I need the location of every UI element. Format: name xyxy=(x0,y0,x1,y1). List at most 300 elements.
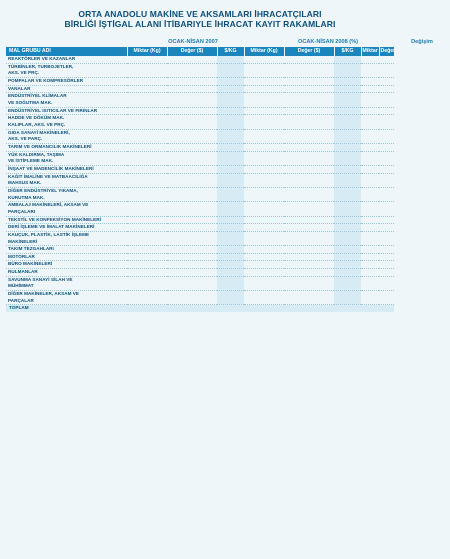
row-value xyxy=(244,107,284,115)
row-value-continuation xyxy=(244,70,284,77)
table-body xyxy=(6,56,394,312)
row-label: İNŞAAT VE MADENCİLİK MAKİNELERİ xyxy=(6,165,127,173)
row-value xyxy=(167,269,217,277)
total-value xyxy=(167,305,217,312)
row-value xyxy=(284,231,334,238)
row-value xyxy=(379,56,394,63)
row-value xyxy=(379,143,394,151)
row-value xyxy=(127,246,167,254)
row-value xyxy=(127,261,167,269)
row-value xyxy=(334,129,361,136)
row-label: MAKİNELERİ xyxy=(6,239,127,246)
table-row xyxy=(6,261,394,269)
row-value xyxy=(284,78,334,86)
row-value-continuation xyxy=(361,136,379,143)
row-value xyxy=(244,202,284,209)
report-title-line-1: ORTA ANADOLU MAKİNE VE AKSAMLARI İHRACATÇILARI xyxy=(78,9,322,19)
row-value-continuation xyxy=(167,298,217,305)
row-value xyxy=(361,85,379,93)
total-label: TOPLAM xyxy=(6,305,127,312)
row-value xyxy=(334,261,361,269)
row-value-continuation xyxy=(217,158,244,165)
row-value xyxy=(217,85,244,93)
row-label: MAHSUS MAK. xyxy=(6,180,127,187)
table-row xyxy=(6,276,394,283)
row-value xyxy=(284,276,334,283)
row-value xyxy=(379,85,394,93)
row-value-continuation xyxy=(361,70,379,77)
row-value-continuation xyxy=(167,122,217,129)
row-value xyxy=(284,187,334,194)
total-value xyxy=(361,305,379,312)
row-value-continuation xyxy=(217,298,244,305)
row-value-continuation xyxy=(334,298,361,305)
row-value xyxy=(284,173,334,180)
row-label: YÜK KALDIRMA, TAŞIMA xyxy=(8,151,65,157)
row-label: MOTORLAR xyxy=(6,253,127,261)
row-value xyxy=(167,143,217,151)
table-row xyxy=(6,70,394,77)
row-value xyxy=(244,216,284,224)
row-value xyxy=(379,78,394,86)
row-value-continuation xyxy=(217,283,244,290)
row-value xyxy=(361,253,379,261)
row-label: VANALAR xyxy=(6,85,127,93)
row-value-continuation xyxy=(361,283,379,290)
row-value xyxy=(217,93,244,100)
row-value xyxy=(244,93,284,100)
table-row xyxy=(6,136,394,143)
row-value-continuation xyxy=(244,298,284,305)
row-value-continuation xyxy=(284,195,334,202)
row-value xyxy=(244,253,284,261)
row-value-continuation xyxy=(127,283,167,290)
row-value-continuation xyxy=(217,70,244,77)
row-value-continuation xyxy=(361,158,379,165)
row-label: KALIPLAR, AKS. VE PRÇ. xyxy=(6,122,127,129)
row-value xyxy=(361,231,379,238)
row-value xyxy=(167,202,217,209)
change-header: Değişim xyxy=(411,39,433,45)
row-value xyxy=(379,151,394,158)
row-value xyxy=(334,216,361,224)
row-value-continuation xyxy=(217,136,244,143)
row-value-continuation xyxy=(127,195,167,202)
row-value-continuation xyxy=(167,100,217,107)
row-value xyxy=(334,143,361,151)
row-value-continuation xyxy=(167,158,217,165)
col-header-value-2007: Değer ($) xyxy=(167,47,217,56)
row-value-continuation xyxy=(127,136,167,143)
row-value-continuation xyxy=(361,180,379,187)
row-value xyxy=(284,165,334,173)
row-value xyxy=(284,290,334,297)
row-value xyxy=(127,202,167,209)
table-row xyxy=(6,202,394,209)
row-value-continuation xyxy=(127,70,167,77)
row-value xyxy=(334,246,361,254)
row-value xyxy=(217,129,244,136)
row-value-continuation xyxy=(334,283,361,290)
row-value xyxy=(127,165,167,173)
row-value xyxy=(217,276,244,283)
row-value xyxy=(361,269,379,277)
row-value-continuation xyxy=(284,122,334,129)
row-value xyxy=(127,224,167,232)
row-value-continuation xyxy=(217,209,244,216)
row-value-continuation xyxy=(167,209,217,216)
row-value xyxy=(217,165,244,173)
row-value xyxy=(361,290,379,297)
row-value xyxy=(361,56,379,63)
row-value-continuation xyxy=(379,298,394,305)
row-value xyxy=(379,115,394,122)
row-value xyxy=(361,202,379,209)
row-value xyxy=(361,143,379,151)
row-value xyxy=(361,261,379,269)
row-value xyxy=(334,85,361,93)
row-value-continuation xyxy=(361,122,379,129)
row-value-continuation xyxy=(379,70,394,77)
row-value xyxy=(127,187,167,194)
row-value xyxy=(127,143,167,151)
row-label: KAĞIT İMALİNE VE MATBAACILIĞA xyxy=(8,173,88,179)
row-label: TÜRBİNLER, TURBOJETLER, xyxy=(8,63,74,69)
row-value-continuation xyxy=(334,158,361,165)
row-value xyxy=(244,165,284,173)
row-value xyxy=(334,173,361,180)
row-value xyxy=(167,107,217,115)
row-value-continuation xyxy=(167,195,217,202)
row-value xyxy=(217,253,244,261)
row-value xyxy=(127,253,167,261)
row-label: PARÇALAR xyxy=(6,298,127,305)
row-value xyxy=(127,56,167,63)
row-value xyxy=(127,231,167,238)
row-value xyxy=(244,56,284,63)
row-value xyxy=(334,93,361,100)
row-label: KURUTMA MAK. xyxy=(6,195,127,202)
row-value-continuation xyxy=(379,158,394,165)
row-value xyxy=(284,63,334,70)
row-value-continuation xyxy=(379,100,394,107)
row-value-continuation xyxy=(244,100,284,107)
row-value xyxy=(217,143,244,151)
table-row xyxy=(6,93,394,100)
row-value xyxy=(167,261,217,269)
row-value-continuation xyxy=(244,209,284,216)
row-value xyxy=(217,173,244,180)
row-value-continuation xyxy=(334,209,361,216)
row-value xyxy=(334,202,361,209)
row-value xyxy=(361,107,379,115)
row-value xyxy=(379,276,394,283)
table-row xyxy=(6,187,394,194)
period-2008-header: OCAK-NİSAN 2008 (%) xyxy=(298,39,358,45)
row-value xyxy=(127,129,167,136)
row-value xyxy=(167,231,217,238)
row-value-continuation xyxy=(284,158,334,165)
row-value-continuation xyxy=(127,180,167,187)
table-row xyxy=(6,63,394,70)
row-value xyxy=(361,276,379,283)
row-value xyxy=(127,115,167,122)
row-value xyxy=(334,187,361,194)
row-value xyxy=(127,290,167,297)
row-value-continuation xyxy=(284,136,334,143)
row-value-continuation xyxy=(127,209,167,216)
row-value-continuation xyxy=(217,239,244,246)
row-value xyxy=(379,261,394,269)
row-label: ENDÜSTRİYEL ISITICILAR VE FIRINLAR xyxy=(6,107,127,115)
row-value xyxy=(167,78,217,86)
col-header-qty-2007: Miktar (Kg) xyxy=(127,47,167,56)
row-label: DİĞER MAKİNELER, AKSAM VE xyxy=(8,290,80,296)
row-label: POMPALAR VE KOMPRESÖRLER xyxy=(6,78,127,86)
row-value-continuation xyxy=(361,298,379,305)
row-value-continuation xyxy=(244,283,284,290)
row-value xyxy=(127,173,167,180)
row-label: DİĞER ENDÜSTRİYEL YIKAMA, xyxy=(8,187,78,193)
table-row xyxy=(6,107,394,115)
table-row xyxy=(6,216,394,224)
col-header-change-qty: Miktar xyxy=(362,48,378,54)
row-value-continuation xyxy=(334,180,361,187)
row-value xyxy=(217,231,244,238)
row-value xyxy=(217,246,244,254)
row-value xyxy=(284,253,334,261)
col-header-change-value: Değer xyxy=(380,48,396,54)
row-value xyxy=(334,269,361,277)
row-value xyxy=(167,115,217,122)
row-value xyxy=(127,63,167,70)
row-value xyxy=(284,246,334,254)
table-row xyxy=(6,290,394,297)
row-value xyxy=(334,224,361,232)
row-label: AMBALAJ MAKİNELERİ, AKSAM VE xyxy=(8,202,89,208)
row-value xyxy=(167,85,217,93)
row-value xyxy=(334,151,361,158)
row-value xyxy=(217,261,244,269)
row-label: SAVUNMA SANAYİ SİLAH VE xyxy=(8,276,73,282)
row-value xyxy=(244,151,284,158)
total-value xyxy=(334,305,361,312)
table-row xyxy=(6,231,394,238)
row-value-continuation xyxy=(379,239,394,246)
row-value xyxy=(217,202,244,209)
row-value xyxy=(284,85,334,93)
row-value xyxy=(361,93,379,100)
row-value-continuation xyxy=(379,283,394,290)
table-row xyxy=(6,298,394,305)
row-value-continuation xyxy=(284,239,334,246)
row-value xyxy=(127,216,167,224)
row-value-continuation xyxy=(244,158,284,165)
row-value-continuation xyxy=(167,180,217,187)
row-value xyxy=(244,246,284,254)
row-value xyxy=(284,143,334,151)
table-row xyxy=(6,56,394,63)
row-value xyxy=(217,151,244,158)
row-value xyxy=(244,261,284,269)
table-row xyxy=(6,173,394,180)
row-value-continuation xyxy=(334,100,361,107)
row-value xyxy=(284,202,334,209)
row-value-continuation xyxy=(127,298,167,305)
row-value xyxy=(244,78,284,86)
total-value xyxy=(244,305,284,312)
row-value xyxy=(379,63,394,70)
table-row xyxy=(6,129,394,136)
table-row xyxy=(6,143,394,151)
row-value-continuation xyxy=(127,122,167,129)
table-row xyxy=(6,253,394,261)
report-title xyxy=(6,6,394,36)
row-value xyxy=(379,173,394,180)
row-value-continuation xyxy=(167,283,217,290)
row-value xyxy=(167,173,217,180)
row-value xyxy=(244,63,284,70)
row-value xyxy=(361,224,379,232)
row-value xyxy=(244,129,284,136)
row-value xyxy=(217,78,244,86)
row-value xyxy=(244,269,284,277)
row-value-continuation xyxy=(379,122,394,129)
total-value xyxy=(127,305,167,312)
row-value xyxy=(334,56,361,63)
row-value-continuation xyxy=(334,239,361,246)
row-value xyxy=(167,253,217,261)
row-value xyxy=(334,63,361,70)
row-value-continuation xyxy=(284,283,334,290)
row-label: DERİ İŞLEME VE İMALAT MAKİNELERİ xyxy=(6,224,127,232)
row-value xyxy=(244,276,284,283)
row-value xyxy=(334,253,361,261)
row-value xyxy=(167,151,217,158)
table-row xyxy=(6,195,394,202)
row-value xyxy=(284,151,334,158)
row-value-continuation xyxy=(379,136,394,143)
row-value-continuation xyxy=(361,209,379,216)
table-row xyxy=(6,180,394,187)
row-value xyxy=(167,56,217,63)
row-value xyxy=(217,107,244,115)
row-label: TAKIM TEZGAHLARI xyxy=(6,246,127,254)
row-value xyxy=(167,187,217,194)
col-header-perkg-2007: $/KG xyxy=(217,47,244,56)
row-value xyxy=(244,231,284,238)
row-value-continuation xyxy=(217,122,244,129)
row-value xyxy=(127,269,167,277)
row-label: MÜHİMMAT xyxy=(6,283,127,290)
row-value-continuation xyxy=(244,136,284,143)
row-value xyxy=(217,224,244,232)
row-label: PARÇALARI xyxy=(6,209,127,216)
row-value xyxy=(244,187,284,194)
row-value-continuation xyxy=(334,195,361,202)
row-value xyxy=(244,290,284,297)
table-row xyxy=(6,151,394,158)
row-value xyxy=(284,56,334,63)
table-row xyxy=(6,158,394,165)
row-value-continuation xyxy=(217,100,244,107)
row-value-continuation xyxy=(284,298,334,305)
row-value xyxy=(284,269,334,277)
row-value xyxy=(167,216,217,224)
row-value xyxy=(217,216,244,224)
total-value xyxy=(217,305,244,312)
col-header-value-2008: Değer ($) xyxy=(284,47,334,56)
row-value xyxy=(361,165,379,173)
row-value xyxy=(127,276,167,283)
row-value xyxy=(244,115,284,122)
table-row xyxy=(6,224,394,232)
row-value xyxy=(379,107,394,115)
row-value-continuation xyxy=(284,209,334,216)
table-row xyxy=(6,209,394,216)
row-value xyxy=(334,107,361,115)
row-value xyxy=(284,93,334,100)
row-label: AKS. VE PARÇ. xyxy=(6,136,127,143)
row-value-continuation xyxy=(361,100,379,107)
row-value xyxy=(284,224,334,232)
row-value-continuation xyxy=(284,180,334,187)
row-value xyxy=(284,107,334,115)
row-value xyxy=(361,129,379,136)
row-label: HADDE VE DÖKÜM MAK. xyxy=(8,115,65,121)
row-value-continuation xyxy=(334,70,361,77)
row-value xyxy=(334,276,361,283)
row-value xyxy=(334,231,361,238)
row-value xyxy=(284,115,334,122)
row-value xyxy=(167,290,217,297)
table-row xyxy=(6,269,394,277)
report-title-line-2: BİRLİĞİ İŞTİGAL ALANI İTİBARIYLE İHRACAT KAYIT RAKAMLARI xyxy=(64,19,336,29)
period-group-headers xyxy=(6,38,433,47)
row-value-continuation xyxy=(167,136,217,143)
total-row xyxy=(6,305,394,312)
row-label: KAUÇUK, PLASTİK, LASTİK İŞLEME xyxy=(8,231,90,237)
row-value xyxy=(217,115,244,122)
row-value xyxy=(334,165,361,173)
row-value xyxy=(379,93,394,100)
row-label: TEKSTİL VE KONFEKSİYON MAKİNELERİ xyxy=(6,216,127,224)
row-value-continuation xyxy=(334,136,361,143)
row-value-continuation xyxy=(244,239,284,246)
row-value xyxy=(217,56,244,63)
row-label: ENDÜSTRİYEL KLİMALAR xyxy=(8,93,67,99)
row-value xyxy=(379,231,394,238)
table-row xyxy=(6,246,394,254)
col-header-name: MAL GRUBU ADI xyxy=(6,47,127,56)
row-value-continuation xyxy=(379,195,394,202)
export-table xyxy=(6,47,394,312)
row-value xyxy=(361,187,379,194)
row-value xyxy=(167,224,217,232)
row-value xyxy=(167,246,217,254)
row-value xyxy=(167,129,217,136)
row-value xyxy=(361,115,379,122)
row-value-continuation xyxy=(244,195,284,202)
row-value-continuation xyxy=(167,239,217,246)
row-value xyxy=(379,269,394,277)
table-row xyxy=(6,115,394,122)
row-value xyxy=(379,290,394,297)
row-value xyxy=(244,143,284,151)
row-value xyxy=(379,216,394,224)
row-label: REAKTÖRLER VE KAZANLAR xyxy=(6,56,127,63)
row-value-continuation xyxy=(284,70,334,77)
